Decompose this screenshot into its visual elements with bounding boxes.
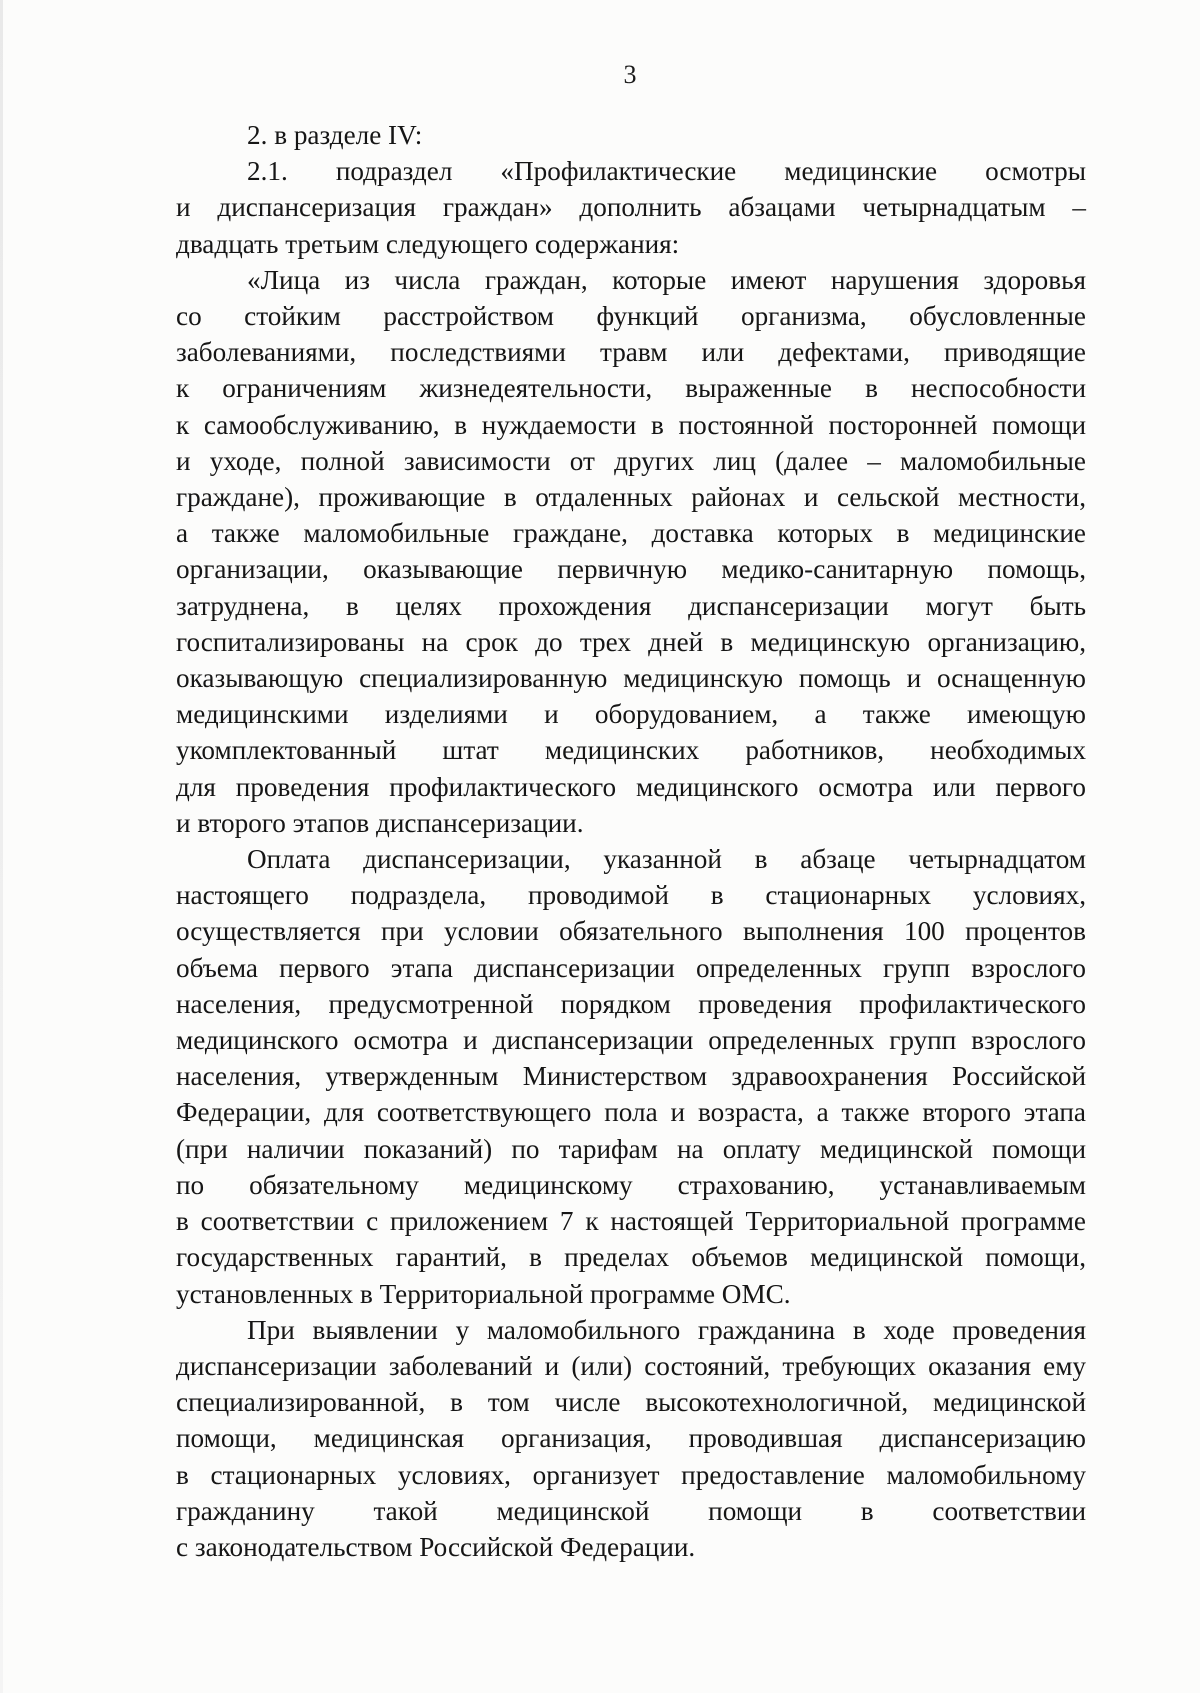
- text-line: и второго этапов диспансеризации.: [176, 807, 584, 838]
- text-line: к ограничениям жизнедеятельности, выраженные в неспособности: [176, 373, 1086, 404]
- text-line: «Лица из числа граждан, которые имеют нарушения здоровья: [247, 264, 1086, 295]
- text-line: государственных гарантий, в пределах объемов медицинской помощи,: [176, 1242, 1086, 1273]
- text-line: и уходе, полной зависимости от других лиц (далее – маломобильные: [176, 445, 1086, 476]
- text-line: 2.1. подраздел «Профилактические медицинские осмотры: [247, 156, 1086, 187]
- text-line: объема первого этапа диспансеризации определенных групп взрослого: [176, 952, 1086, 983]
- text-line: помощи, медицинская организация, проводившая диспансеризацию: [176, 1423, 1086, 1454]
- text-line: а также маломобильные граждане, доставка которых в медицинские: [176, 518, 1086, 549]
- text-line: Федерации, для соответствующего пола и возраста, а также второго этапа: [176, 1097, 1086, 1128]
- text-line: диспансеризации заболеваний и (или) состояний, требующих оказания ему: [176, 1350, 1086, 1381]
- text-line: (при наличии показаний) по тарифам на оплату медицинской помощи: [176, 1133, 1086, 1164]
- text-line: и диспансеризация граждан» дополнить абзацами четырнадцатым –: [176, 192, 1086, 223]
- text-line: настоящего подраздела, проводимой в стационарных условиях,: [176, 880, 1086, 911]
- text-line: укомплектованный штат медицинских работников, необходимых: [176, 735, 1086, 766]
- text-line: гражданину такой медицинской помощи в соответствии: [176, 1495, 1086, 1526]
- text-line: 2. в разделе IV:: [247, 120, 423, 150]
- page-number: 3: [623, 60, 637, 89]
- text-line: по обязательному медицинскому страхованию, устанавливаемым: [176, 1169, 1086, 1200]
- text-line: граждане), проживающие в отдаленных районах и сельской местности,: [176, 482, 1086, 513]
- text-line: для проведения профилактического медицинского осмотра или первого: [176, 771, 1086, 802]
- text-line: медицинского осмотра и диспансеризации определенных групп взрослого: [176, 1025, 1086, 1056]
- text-line: двадцать третьим следующего содержания:: [176, 228, 680, 259]
- text-line: организации, оказывающие первичную медико-санитарную помощь,: [176, 554, 1086, 585]
- text-line: осуществляется при условии обязательного выполнения 100 процентов: [176, 916, 1086, 947]
- text-line: госпитализированы на срок до трех дней в медицинскую организацию,: [176, 626, 1086, 657]
- text-line: в стационарных условиях, организует предоставление маломобильному: [176, 1459, 1086, 1490]
- text-line: в соответствии с приложением 7 к настоящей Территориальной программе: [176, 1206, 1086, 1237]
- scan-edge: [0, 0, 3, 1693]
- text-line: населения, утвержденным Министерством здравоохранения Российской: [176, 1061, 1086, 1092]
- document-body: [176, 117, 1086, 1565]
- text-line: заболеваниями, последствиями травм или дефектами, приводящие: [176, 337, 1086, 368]
- text-line: со стойким расстройством функций организма, обусловленные: [176, 301, 1086, 332]
- text-line: к самообслуживанию, в нуждаемости в постоянной посторонней помощи: [176, 409, 1086, 440]
- text-line: затруднена, в целях прохождения диспансеризации могут быть: [176, 590, 1086, 621]
- text-line: населения, предусмотренной порядком проведения профилактического: [176, 988, 1086, 1019]
- text-line: оказывающую специализированную медицинскую помощь и оснащенную: [176, 663, 1086, 694]
- text-line: установленных в Территориальной программе ОМС.: [176, 1278, 791, 1309]
- text-line: медицинскими изделиями и оборудованием, а также имеющую: [176, 699, 1086, 730]
- text-line: При выявлении у маломобильного гражданина в ходе проведения: [247, 1314, 1086, 1345]
- text-line: Оплата диспансеризации, указанной в абзаце четырнадцатом: [247, 844, 1086, 875]
- text-line: с законодательством Российской Федерации.: [176, 1531, 696, 1562]
- text-line: специализированной, в том числе высокотехнологичной, медицинской: [176, 1387, 1086, 1418]
